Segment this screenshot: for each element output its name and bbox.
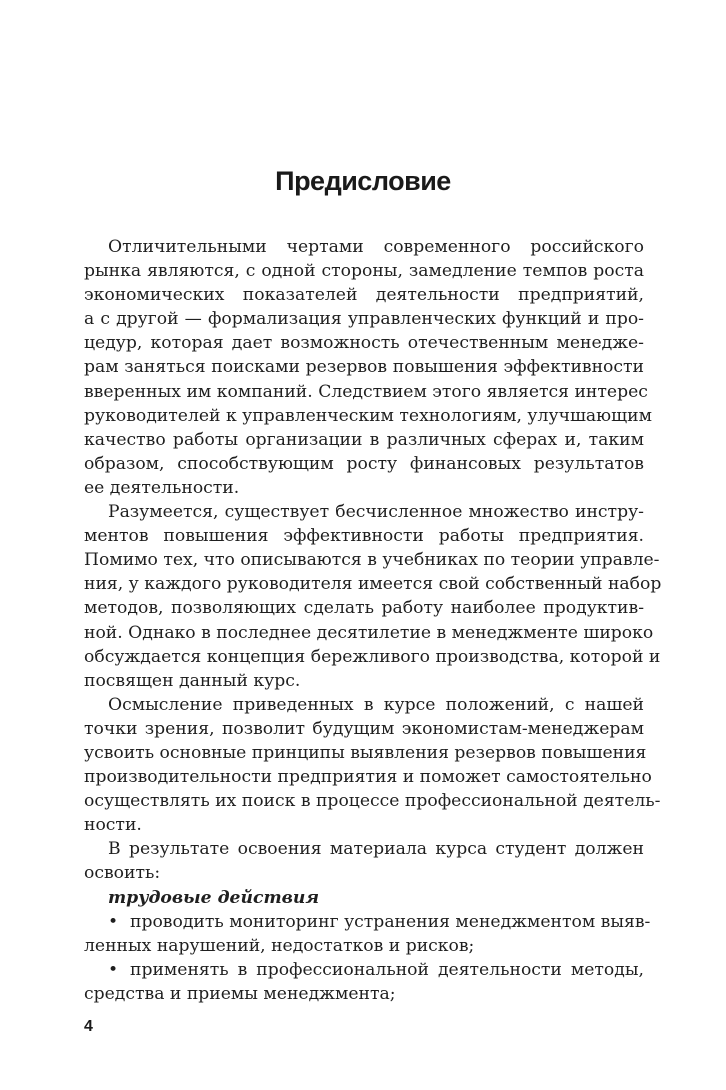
bullet-icon: • — [108, 911, 119, 932]
bullet-first-line — [84, 958, 644, 982]
text-line: ния, у каждого руководителя имеется свой собственный набор — [84, 574, 662, 595]
text-line: цедур, которая дает возможность отечественным менедже- — [84, 333, 644, 354]
text-line: качество работы организации в различных сферах и, таким — [84, 429, 644, 450]
text-line: В результате освоения материала курса студент должен — [108, 839, 644, 860]
paragraph-2 — [84, 500, 662, 693]
text-line: ментов повышения эффективности работы предприятия. — [84, 526, 644, 547]
text-line: рам заняться поисками резервов повышения эффективности — [84, 357, 644, 378]
text-line: освоить: — [84, 863, 161, 884]
text-line: рынка являются, с одной стороны, замедление темпов роста — [84, 261, 644, 282]
page-number: 4 — [84, 1018, 93, 1035]
text-line: руководителей к управленческим технологиям, улучшающим — [84, 405, 652, 426]
text-line: производительности предприятия и поможет самостоятельно — [84, 767, 652, 788]
text-line: Осмысление приведенных в курсе положений, с нашей — [108, 694, 644, 715]
text-line: Отличительными чертами современного российского — [108, 237, 644, 257]
text-line: Помимо тех, что описываются в учебниках по теории управле- — [84, 550, 660, 571]
text-line: ленных нарушений, недостатков и рисков; — [84, 935, 475, 956]
text-line: Разумеется, существует бесчисленное множество инстру- — [108, 502, 644, 523]
bullet-item — [84, 910, 651, 958]
text-line: обсуждается концепция бережливого производства, которой и — [84, 646, 661, 667]
bullet-item — [84, 958, 644, 1006]
bullet-text: применять в профессиональной деятельности методы, — [130, 959, 644, 980]
text-line: средства и приемы менеджмента; — [84, 983, 396, 1004]
body-text — [84, 235, 662, 1006]
text-line: точки зрения, позволит будущим экономистам-менеджерам — [84, 718, 644, 739]
text-line: посвящен данный курс. — [84, 670, 301, 691]
bullet-icon: • — [108, 959, 119, 980]
text-line: ее деятельности. — [84, 477, 240, 498]
text-line: ности. — [84, 815, 142, 836]
text-line: осуществлять их поиск в процессе профессиональной деятель- — [84, 791, 661, 812]
section-heading-text: трудовые действия — [108, 887, 320, 908]
paragraph-3 — [84, 693, 661, 838]
text-line: образом, способствующим росту финансовых результатов — [84, 453, 644, 474]
text-line: методов, позволяющих сделать работу наиболее продуктив- — [84, 598, 644, 619]
paragraph-1 — [84, 235, 652, 500]
text-line: усвоить основные принципы выявления резервов повышения — [84, 742, 647, 763]
bullet-first-line — [84, 910, 651, 934]
text-line: вверенных им компаний. Следствием этого является интерес — [84, 381, 648, 402]
text-line: а с другой — формализация управленческих функций и про- — [84, 309, 644, 330]
section-heading — [84, 886, 644, 910]
paragraph-4 — [84, 837, 644, 885]
bullet-text: проводить мониторинг устранения менеджментом выяв- — [130, 911, 651, 932]
text-line: экономических показателей деятельности предприятий, — [84, 285, 644, 306]
text-line: ной. Однако в последнее десятилетие в менеджменте широко — [84, 622, 654, 643]
page-title: Предисловие — [275, 166, 451, 196]
